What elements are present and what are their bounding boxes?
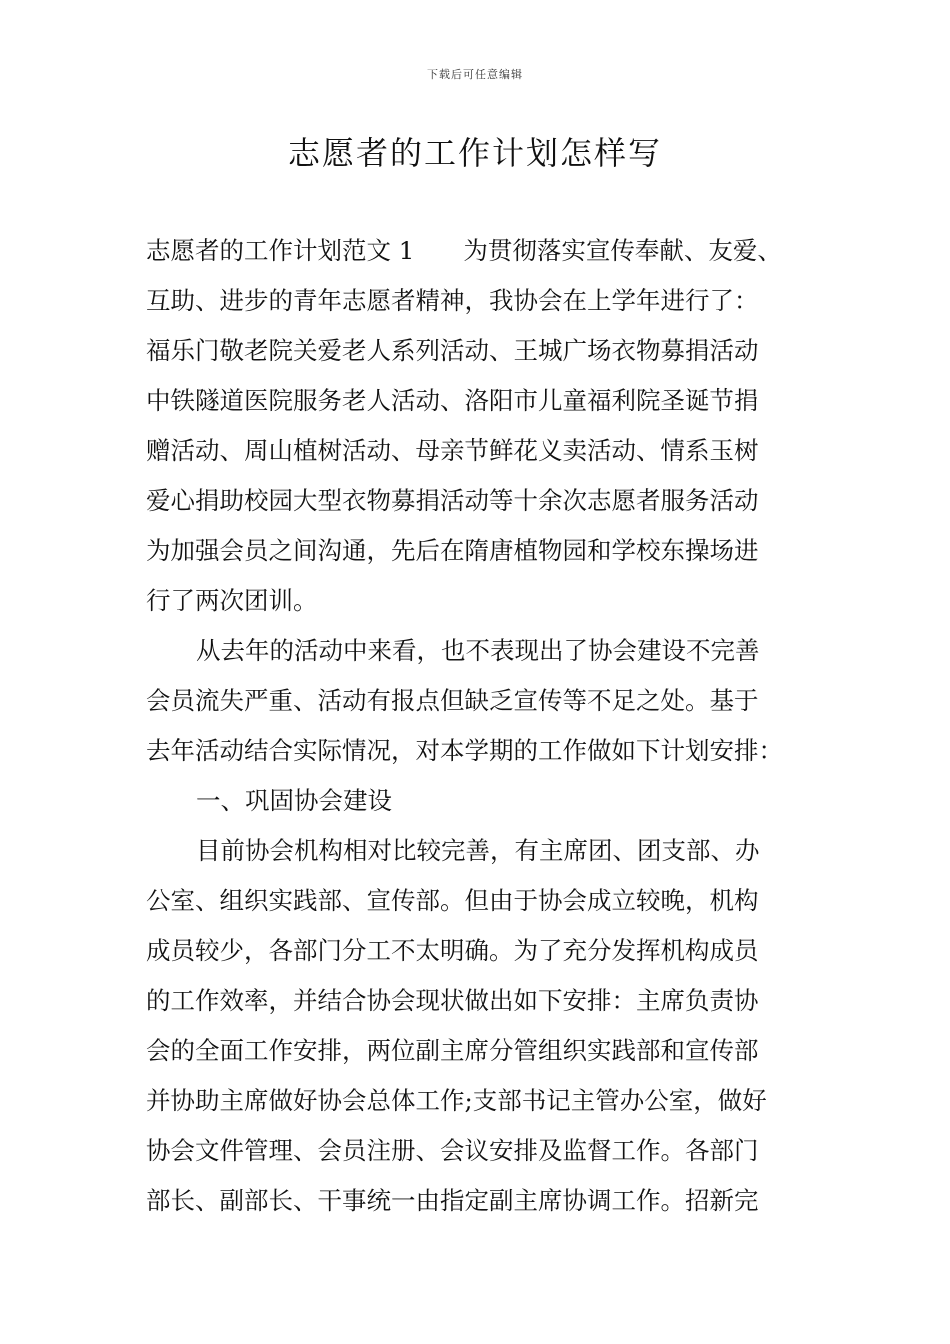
body-line: 赠活动、周山植树活动、母亲节鲜花义卖活动、情系玉树 [146, 436, 759, 465]
body-line: 协会文件管理、会员注册、会议安排及监督工作。各部门 [146, 1136, 759, 1165]
body-line: 并协助主席做好协会总体工作;支部书记主管办公室，做好 [146, 1086, 767, 1115]
section-heading: 一、巩固协会建设 [196, 786, 392, 815]
document-body [146, 226, 806, 1226]
body-line: 为加强会员之间沟通，先后在隋唐植物园和学校东操场进 [146, 536, 759, 565]
body-line: 部长、副部长、干事统一由指定副主席协调工作。招新完 [146, 1186, 759, 1215]
body-line: 去年活动结合实际情况，对本学期的工作做如下计划安排： [146, 736, 783, 765]
body-line: 福乐门敬老院关爱老人系列活动、王城广场衣物募捐活动 [146, 336, 759, 365]
body-line: 从去年的活动中来看，也不表现出了协会建设不完善 [196, 636, 760, 665]
body-line: 中铁隧道医院服务老人活动、洛阳市儿童福利院圣诞节捐 [146, 386, 759, 415]
body-line: 行了两次团训。 [146, 586, 318, 615]
body-line: 爱心捐助校园大型衣物募捐活动等十余次志愿者服务活动 [146, 486, 759, 515]
body-line: 的工作效率，并结合协会现状做出如下安排：主席负责协 [146, 986, 759, 1015]
body-line: 互助、进步的青年志愿者精神，我协会在上学年进行了： [146, 286, 759, 315]
body-line: 成员较少，各部门分工不太明确。为了充分发挥机构成员 [146, 936, 759, 965]
header-note: 下载后可任意编辑 [427, 68, 523, 81]
body-line: 目前协会机构相对比较完善，有主席团、团支部、办 [196, 836, 760, 865]
body-line: 志愿者的工作计划范文 1 为贯彻落实宣传奉献、友爱、 [146, 236, 782, 265]
document-title: 志愿者的工作计划怎样写 [287, 134, 662, 172]
body-line: 会员流失严重、活动有报点但缺乏宣传等不足之处。基于 [146, 686, 759, 715]
body-line: 会的全面工作安排，两位副主席分管组织实践部和宣传部 [146, 1036, 759, 1065]
body-line: 公室、组织实践部、宣传部。但由于协会成立较晚，机构 [146, 886, 759, 915]
